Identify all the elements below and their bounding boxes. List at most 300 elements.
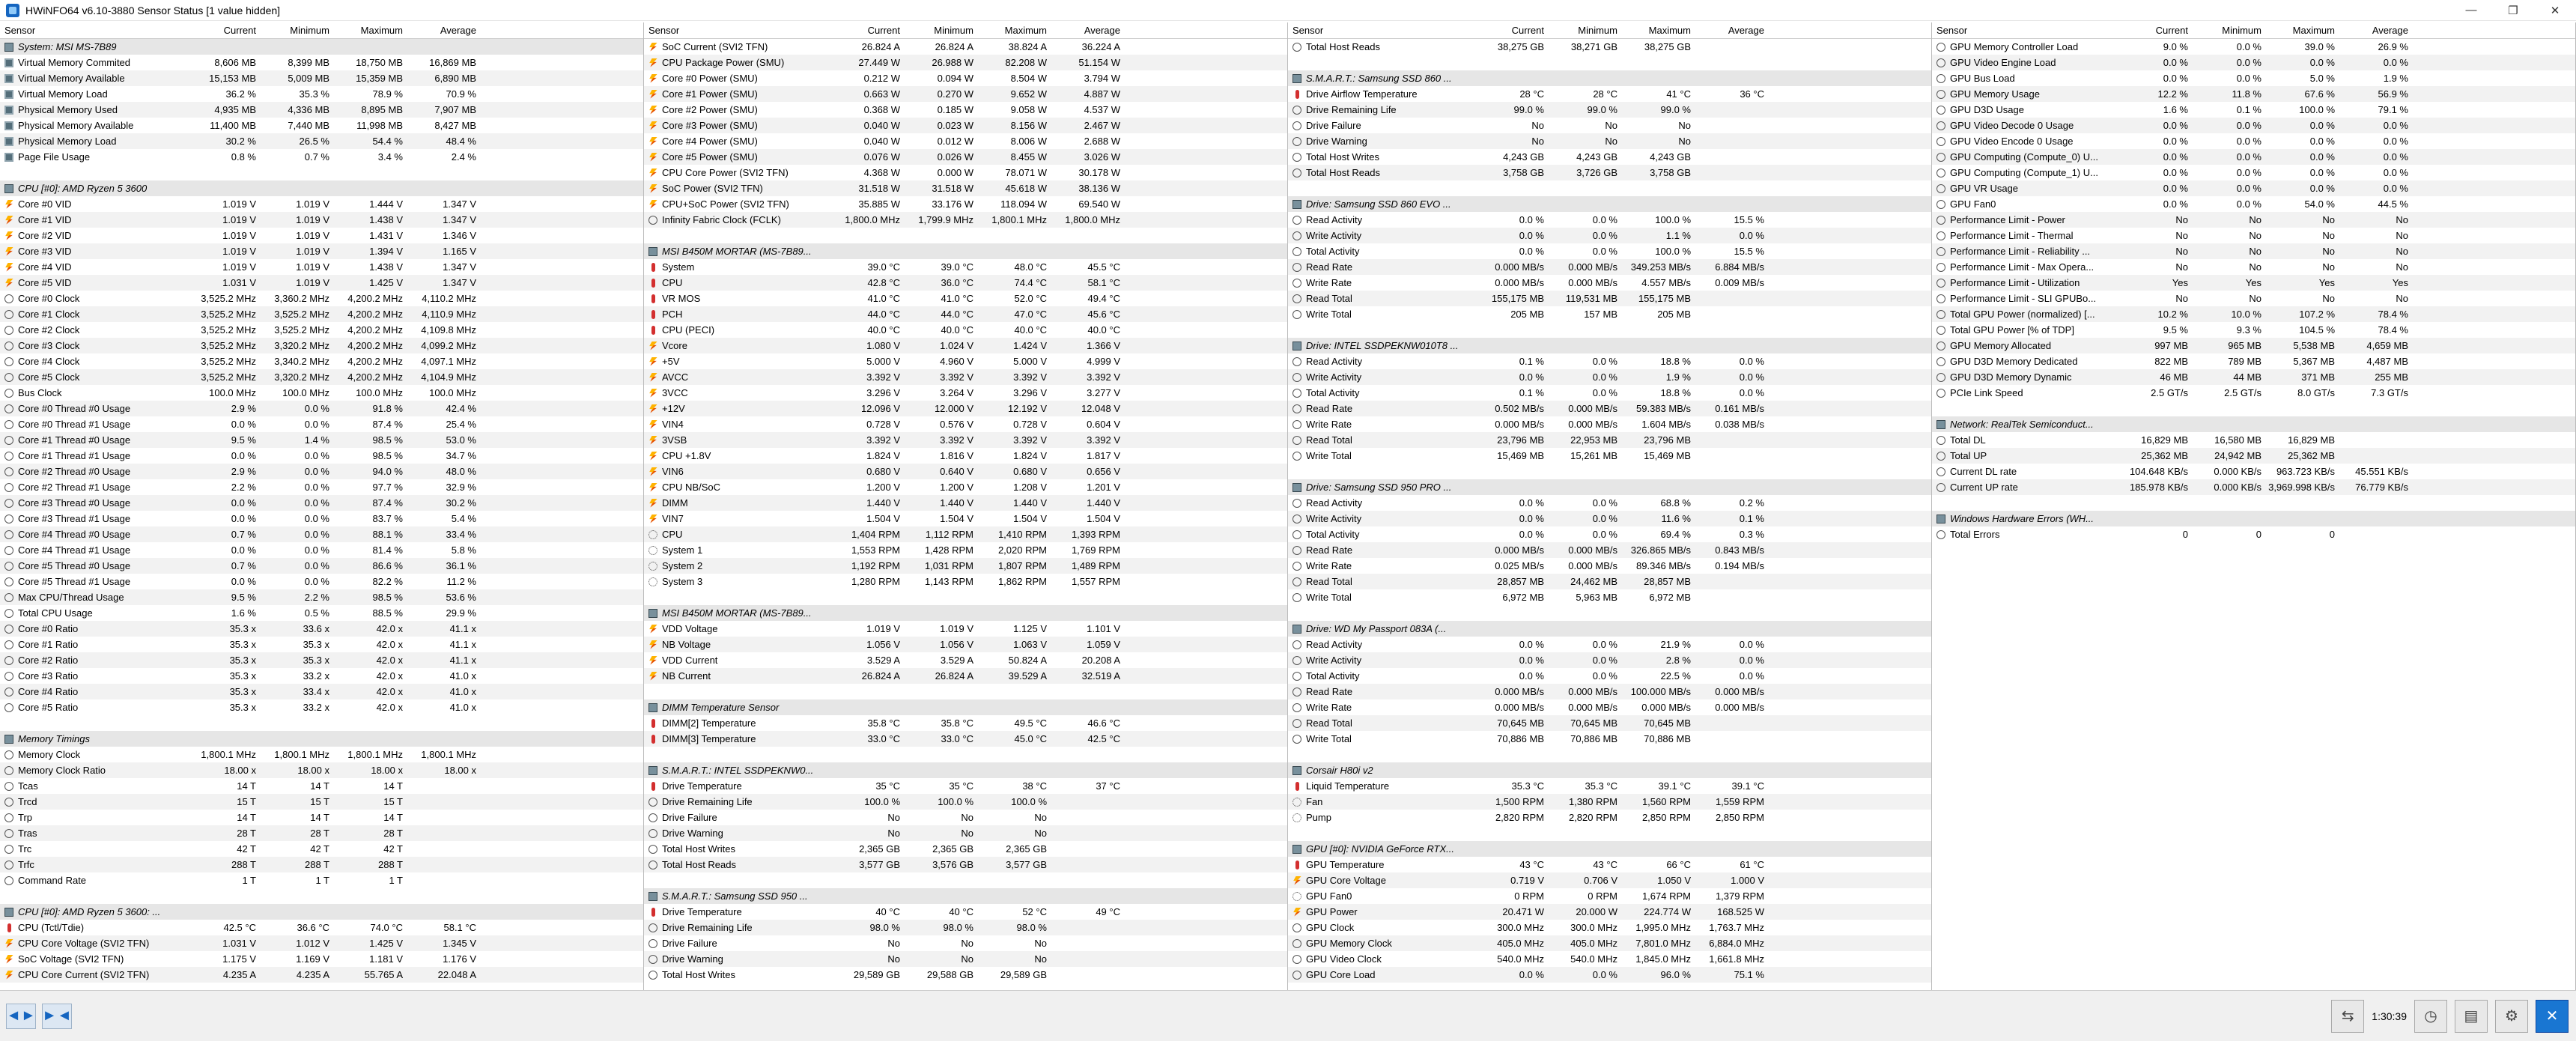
sensor-group-header[interactable] — [0, 180, 643, 196]
sensor-row[interactable] — [644, 715, 1287, 731]
sensor-row[interactable] — [1288, 810, 1931, 825]
value-minimum: 0.640 V — [940, 466, 973, 477]
sensor-row[interactable] — [0, 825, 643, 841]
column-header-average[interactable]: Average — [1084, 25, 1120, 36]
column-header-current[interactable]: Current — [2155, 25, 2188, 36]
sensor-row[interactable] — [644, 291, 1287, 306]
restore-button[interactable]: ❐ — [2508, 4, 2518, 17]
sensor-row[interactable] — [644, 39, 1287, 55]
value-current: 1.080 V — [866, 340, 900, 351]
sensor-row[interactable] — [0, 526, 643, 542]
sensor-name — [1288, 371, 1475, 383]
value-minimum: 3,525.2 MHz — [274, 309, 329, 320]
sensor-row[interactable] — [644, 416, 1287, 432]
sensor-row[interactable] — [644, 951, 1287, 967]
value-average: 56.9 % — [2378, 88, 2408, 100]
sensor-row[interactable] — [1288, 542, 1931, 558]
sensor-name — [644, 796, 831, 807]
sensor-name — [1932, 41, 2119, 52]
value-current: 3,525.2 MHz — [201, 356, 256, 367]
sensor-row[interactable] — [644, 668, 1287, 684]
sensor-row[interactable] — [1288, 951, 1931, 967]
sensor-row[interactable] — [0, 621, 643, 637]
sensor-row[interactable] — [644, 574, 1287, 589]
report-icon[interactable]: ▤ — [2455, 1000, 2488, 1033]
lightning-icon — [648, 58, 657, 67]
sensor-row[interactable] — [1288, 589, 1931, 605]
sensor-row[interactable] — [0, 684, 643, 699]
sensor-row[interactable] — [1288, 416, 1931, 432]
sensor-group-header[interactable] — [0, 39, 643, 55]
column-header-current[interactable]: Current — [867, 25, 900, 36]
value-minimum: No — [1605, 136, 1617, 147]
value-maximum: 6,972 MB — [1649, 592, 1691, 603]
sensor-row[interactable] — [0, 86, 643, 102]
sensor-name — [644, 560, 831, 571]
sensor-row[interactable] — [644, 825, 1287, 841]
sensor-row[interactable] — [1288, 904, 1931, 920]
sensor-row[interactable] — [0, 605, 643, 621]
sensor-row[interactable] — [1288, 275, 1931, 291]
value-current: 1.200 V — [866, 482, 900, 493]
sensor-row[interactable] — [0, 259, 643, 275]
value-current: 0.000 MB/s — [1495, 544, 1544, 556]
column-header-maximum[interactable]: Maximum — [1648, 25, 1691, 36]
sensor-row[interactable] — [1288, 385, 1931, 401]
sensor-label: Drive Remaining Life — [662, 796, 753, 807]
value-average: 1,800.0 MHz — [1065, 214, 1120, 225]
lightning-icon — [648, 404, 657, 413]
sensor-row[interactable] — [644, 904, 1287, 920]
sensor-row[interactable] — [1288, 118, 1931, 133]
sensor-row[interactable] — [0, 841, 643, 857]
sensor-row[interactable] — [0, 652, 643, 668]
sensor-row[interactable] — [1932, 133, 2575, 149]
column-header-average[interactable]: Average — [2372, 25, 2408, 36]
gauge-icon — [4, 499, 13, 508]
sensor-row[interactable] — [0, 432, 643, 448]
sensor-row[interactable] — [1932, 322, 2575, 338]
gauge-icon — [1936, 200, 1945, 209]
sensor-row[interactable] — [644, 369, 1287, 385]
sensor-row[interactable] — [0, 951, 643, 967]
sensor-row[interactable] — [644, 857, 1287, 872]
column-header-average[interactable]: Average — [1728, 25, 1764, 36]
sensor-group-header[interactable] — [1288, 70, 1931, 86]
expand-all-arrows-icon[interactable]: ◄► — [6, 1004, 36, 1029]
column-header-maximum[interactable]: Maximum — [2292, 25, 2335, 36]
sensor-row[interactable] — [644, 212, 1287, 228]
sensor-row[interactable] — [1932, 448, 2575, 464]
sensor-label: GPU Core Load — [1306, 969, 1376, 980]
sensor-row[interactable] — [644, 637, 1287, 652]
sensor-row[interactable] — [1288, 558, 1931, 574]
sensor-row[interactable] — [0, 857, 643, 872]
sensor-row[interactable] — [1932, 118, 2575, 133]
sensor-row[interactable] — [0, 558, 643, 574]
sensor-row[interactable] — [0, 464, 643, 479]
sensor-row[interactable] — [1288, 149, 1931, 165]
column-header-sensor[interactable]: Sensor — [648, 25, 680, 36]
sensor-row[interactable] — [1288, 511, 1931, 526]
sensor-group-header[interactable] — [1288, 338, 1931, 353]
sensor-row[interactable] — [644, 55, 1287, 70]
sensor-row[interactable] — [0, 228, 643, 243]
value-current: 4,935 MB — [214, 104, 256, 115]
sensor-panel-2[interactable] — [644, 22, 1288, 990]
sensor-row[interactable] — [1288, 574, 1931, 589]
value-current: 40 °C — [875, 906, 900, 917]
sensor-row[interactable] — [1288, 401, 1931, 416]
sensor-row[interactable] — [1288, 652, 1931, 668]
sensor-row[interactable] — [644, 322, 1287, 338]
column-header-maximum[interactable]: Maximum — [360, 25, 403, 36]
sensor-row[interactable] — [0, 369, 643, 385]
lightning-icon — [648, 373, 657, 382]
sensor-row[interactable] — [0, 196, 643, 212]
close-button[interactable]: ✕ — [2550, 4, 2560, 17]
sensor-row[interactable] — [0, 778, 643, 794]
sensor-row[interactable] — [1288, 731, 1931, 747]
sensor-row[interactable] — [1288, 228, 1931, 243]
value-minimum: 3,340.2 MHz — [274, 356, 329, 367]
sensor-name — [1932, 324, 2119, 336]
sensor-row[interactable] — [644, 149, 1287, 165]
column-header-sensor[interactable]: Sensor — [4, 25, 36, 36]
sensor-row[interactable] — [1288, 637, 1931, 652]
sensor-row[interactable] — [0, 102, 643, 118]
sensor-row[interactable] — [1288, 794, 1931, 810]
sensor-row[interactable] — [1288, 699, 1931, 715]
sensor-row[interactable] — [1932, 55, 2575, 70]
sensor-row[interactable] — [1288, 872, 1931, 888]
sensor-row[interactable] — [644, 731, 1287, 747]
sensor-row[interactable] — [644, 448, 1287, 464]
sensor-row[interactable] — [1932, 165, 2575, 180]
sensor-group-header[interactable] — [644, 605, 1287, 621]
value-minimum: 1.024 V — [940, 340, 973, 351]
sensor-row[interactable] — [644, 778, 1287, 794]
sensor-row[interactable] — [1932, 464, 2575, 479]
sensor-row[interactable] — [1288, 291, 1931, 306]
sensor-row[interactable] — [1932, 432, 2575, 448]
sensor-group-header[interactable] — [1932, 416, 2575, 432]
value-average: 4,104.9 MHz — [421, 371, 476, 383]
sensor-row[interactable] — [644, 86, 1287, 102]
sensor-row[interactable] — [1932, 306, 2575, 322]
sensor-row[interactable] — [644, 165, 1287, 180]
sensor-row[interactable] — [1288, 259, 1931, 275]
sensor-row[interactable] — [644, 558, 1287, 574]
value-current: 5.000 V — [866, 356, 900, 367]
settings-icon[interactable]: ⚙ — [2495, 1000, 2528, 1033]
sensor-label: Core #4 Thread #0 Usage — [18, 529, 131, 540]
sensor-row[interactable] — [0, 385, 643, 401]
sensor-row[interactable] — [0, 149, 643, 165]
sensor-row[interactable] — [644, 841, 1287, 857]
sensor-row[interactable] — [644, 511, 1287, 526]
value-maximum: 88.1 % — [372, 529, 403, 540]
column-header-sensor[interactable]: Sensor — [1292, 25, 1324, 36]
sensor-row[interactable] — [1288, 888, 1931, 904]
sensor-row[interactable] — [644, 118, 1287, 133]
sensor-row[interactable] — [1288, 353, 1931, 369]
value-minimum: 2.5 GT/s — [2224, 387, 2261, 398]
value-current: No — [887, 828, 900, 839]
sensor-row[interactable] — [644, 259, 1287, 275]
sensor-row[interactable] — [1288, 243, 1931, 259]
sensor-row[interactable] — [1932, 180, 2575, 196]
sensor-name — [1932, 309, 2119, 320]
sensor-row[interactable] — [1932, 259, 2575, 275]
sensor-row[interactable] — [0, 967, 643, 983]
sensor-row[interactable] — [1932, 70, 2575, 86]
sensor-row[interactable] — [0, 542, 643, 558]
sensor-label: SoC Current (SVI2 TFN) — [662, 41, 768, 52]
clock-icon[interactable]: ◷ — [2414, 1000, 2447, 1033]
sensor-panel-4[interactable] — [1932, 22, 2576, 990]
sensor-row[interactable] — [1932, 228, 2575, 243]
collapse-arrows-icon[interactable]: ►◄ — [42, 1004, 72, 1029]
sensor-row[interactable] — [644, 479, 1287, 495]
sensor-row[interactable] — [1932, 526, 2575, 542]
sensor-row[interactable] — [1288, 102, 1931, 118]
sensor-row[interactable] — [1932, 196, 2575, 212]
network-icon[interactable]: ⇆ — [2331, 1000, 2364, 1033]
sensor-row[interactable] — [0, 338, 643, 353]
sensor-row[interactable] — [1932, 338, 2575, 353]
sensor-row[interactable] — [644, 196, 1287, 212]
value-minimum: No — [961, 953, 973, 965]
sensor-row[interactable] — [1288, 778, 1931, 794]
sensor-name — [644, 120, 831, 131]
sensor-row[interactable] — [0, 416, 643, 432]
sensor-row[interactable] — [0, 762, 643, 778]
sensor-row[interactable] — [1288, 526, 1931, 542]
column-header-current[interactable]: Current — [223, 25, 256, 36]
sensor-row[interactable] — [1932, 212, 2575, 228]
sensor-row[interactable] — [1288, 684, 1931, 699]
sensor-group-header[interactable] — [1288, 762, 1931, 778]
sensor-row[interactable] — [0, 810, 643, 825]
value-current: 35.3 x — [229, 623, 256, 634]
column-header-minimum[interactable]: Minimum — [2222, 25, 2261, 36]
value-maximum: 1.425 V — [369, 277, 403, 288]
value-maximum: 0.0 % — [2309, 57, 2335, 68]
sensor-row[interactable] — [0, 511, 643, 526]
sensor-row[interactable] — [0, 479, 643, 495]
sensor-row[interactable] — [644, 353, 1287, 369]
sensor-group-header[interactable] — [1288, 196, 1931, 212]
column-header-sensor[interactable]: Sensor — [1936, 25, 1968, 36]
sensor-row[interactable] — [1288, 495, 1931, 511]
sensor-label: Performance Limit - Max Opera... — [1950, 261, 2094, 273]
sensor-label: CPU (Tctl/Tdie) — [18, 922, 85, 933]
sensor-row[interactable] — [1288, 165, 1931, 180]
sensor-row[interactable] — [644, 526, 1287, 542]
sensor-row[interactable] — [1932, 149, 2575, 165]
sensor-row[interactable] — [644, 542, 1287, 558]
sensor-name — [644, 450, 831, 461]
sensor-row[interactable] — [1932, 39, 2575, 55]
sensor-row[interactable] — [0, 401, 643, 416]
sensor-row[interactable] — [0, 699, 643, 715]
sensor-label: Core #0 Power (SMU) — [662, 73, 758, 84]
sensor-row[interactable] — [0, 448, 643, 464]
sensor-row[interactable] — [1932, 243, 2575, 259]
sensor-row[interactable] — [1288, 212, 1931, 228]
sensor-row[interactable] — [0, 306, 643, 322]
sensor-panel-1[interactable] — [0, 22, 644, 990]
sensor-group-header[interactable] — [0, 904, 643, 920]
sensor-row[interactable] — [0, 70, 643, 86]
sensor-row[interactable] — [1288, 86, 1931, 102]
sensor-row[interactable] — [1288, 39, 1931, 55]
sensor-row[interactable] — [644, 810, 1287, 825]
sensor-group-header[interactable] — [1288, 621, 1931, 637]
sensor-row[interactable] — [0, 574, 643, 589]
sensor-group-header[interactable] — [1932, 511, 2575, 526]
sensor-row[interactable] — [1288, 967, 1931, 983]
value-minimum: 789 MB — [2228, 356, 2261, 367]
sensor-row[interactable] — [644, 652, 1287, 668]
sensor-row[interactable] — [1288, 306, 1931, 322]
sensor-name — [1288, 906, 1475, 917]
value-maximum: 155,175 MB — [1638, 293, 1691, 304]
sensor-row[interactable] — [1932, 369, 2575, 385]
sensor-row[interactable] — [644, 794, 1287, 810]
sensor-row[interactable] — [644, 70, 1287, 86]
blank-row — [644, 684, 1287, 699]
value-minimum: 1.504 V — [940, 513, 973, 524]
sensor-row[interactable] — [0, 589, 643, 605]
sensor-row[interactable] — [0, 118, 643, 133]
sensor-group-header[interactable] — [644, 243, 1287, 259]
sensor-row[interactable] — [0, 55, 643, 70]
value-maximum: 1,995.0 MHz — [1635, 922, 1691, 933]
sensor-name — [644, 88, 831, 100]
value-average: 4.999 V — [1087, 356, 1120, 367]
sensor-label: GPU Clock — [1306, 922, 1355, 933]
sensor-row[interactable] — [1288, 432, 1931, 448]
sensor-row[interactable] — [0, 291, 643, 306]
sensor-name — [0, 953, 187, 965]
gauge-icon — [4, 829, 13, 838]
sensor-row[interactable] — [1288, 715, 1931, 731]
sensor-row[interactable] — [0, 322, 643, 338]
sensor-group-header[interactable] — [0, 731, 643, 747]
sensor-name — [644, 780, 831, 792]
sensor-row[interactable] — [644, 385, 1287, 401]
sensor-row[interactable] — [1932, 479, 2575, 495]
sensor-row[interactable] — [1932, 86, 2575, 102]
sensor-row[interactable] — [0, 133, 643, 149]
sensor-row[interactable] — [0, 212, 643, 228]
lightning-icon — [4, 231, 13, 240]
column-header-current[interactable]: Current — [1511, 25, 1544, 36]
sensor-row[interactable] — [1288, 448, 1931, 464]
close-sensors-icon[interactable]: ✕ — [2536, 1000, 2569, 1033]
sensor-row[interactable] — [0, 353, 643, 369]
value-average: 48.0 % — [446, 466, 476, 477]
sensor-row[interactable] — [644, 432, 1287, 448]
sensor-row[interactable] — [0, 920, 643, 935]
sensor-row[interactable] — [644, 920, 1287, 935]
sensor-row[interactable] — [644, 401, 1287, 416]
value-average: 49 °C — [1096, 906, 1120, 917]
sensor-row[interactable] — [1288, 369, 1931, 385]
sensor-group-header[interactable] — [644, 888, 1287, 904]
sensor-row[interactable] — [644, 464, 1287, 479]
value-current: 1,553 RPM — [851, 544, 900, 556]
sensor-row[interactable] — [0, 668, 643, 684]
sensor-row[interactable] — [0, 495, 643, 511]
sensor-row[interactable] — [0, 747, 643, 762]
sensor-row[interactable] — [644, 180, 1287, 196]
sensor-row[interactable] — [1932, 353, 2575, 369]
sensor-row[interactable] — [0, 935, 643, 951]
gauge-icon — [4, 798, 13, 807]
column-header-minimum[interactable]: Minimum — [290, 25, 329, 36]
group-name — [1932, 419, 2306, 430]
sensor-row[interactable] — [1932, 275, 2575, 291]
sensor-row[interactable] — [0, 637, 643, 652]
value-minimum: 43 °C — [1593, 859, 1617, 870]
column-header-maximum[interactable]: Maximum — [1004, 25, 1047, 36]
sensor-row[interactable] — [644, 621, 1287, 637]
sensor-label: Total Host Writes — [662, 843, 736, 855]
sensor-row[interactable] — [644, 338, 1287, 353]
column-header-minimum[interactable]: Minimum — [934, 25, 973, 36]
sensor-row[interactable] — [1932, 102, 2575, 118]
sensor-row[interactable] — [1288, 935, 1931, 951]
sensor-row[interactable] — [1288, 133, 1931, 149]
gauge-icon — [4, 452, 13, 461]
sensor-row[interactable] — [644, 935, 1287, 951]
column-header-average[interactable]: Average — [440, 25, 476, 36]
sensor-row[interactable] — [644, 275, 1287, 291]
sensor-group-header[interactable] — [644, 762, 1287, 778]
sensor-row[interactable] — [0, 275, 643, 291]
gauge-icon — [1292, 420, 1301, 429]
lightning-icon — [648, 499, 657, 508]
group-label: S.M.A.R.T.: INTEL SSDPEKNW0... — [662, 765, 814, 776]
sensor-panel-3[interactable] — [1288, 22, 1932, 990]
sensor-group-header[interactable] — [644, 699, 1287, 715]
value-maximum: 100.0 MHz — [356, 387, 403, 398]
value-current: 0.680 V — [866, 466, 900, 477]
sensor-name — [0, 356, 187, 367]
sensor-row[interactable] — [0, 794, 643, 810]
sensor-row[interactable] — [644, 967, 1287, 983]
minimize-button[interactable]: — — [2465, 4, 2477, 16]
sensor-row[interactable] — [644, 102, 1287, 118]
sensor-row[interactable] — [644, 495, 1287, 511]
sensor-group-header[interactable] — [1288, 479, 1931, 495]
sensor-row[interactable] — [0, 243, 643, 259]
sensor-row[interactable] — [644, 133, 1287, 149]
sensor-row[interactable] — [644, 306, 1287, 322]
sensor-row[interactable] — [1932, 385, 2575, 401]
sensor-row[interactable] — [1288, 857, 1931, 872]
sensor-row[interactable] — [1288, 668, 1931, 684]
sensor-name — [1932, 151, 2119, 163]
sensor-group-header[interactable] — [1288, 841, 1931, 857]
sensor-row[interactable] — [0, 872, 643, 888]
column-header-minimum[interactable]: Minimum — [1578, 25, 1617, 36]
sensor-row[interactable] — [1932, 291, 2575, 306]
sensor-row[interactable] — [1288, 920, 1931, 935]
